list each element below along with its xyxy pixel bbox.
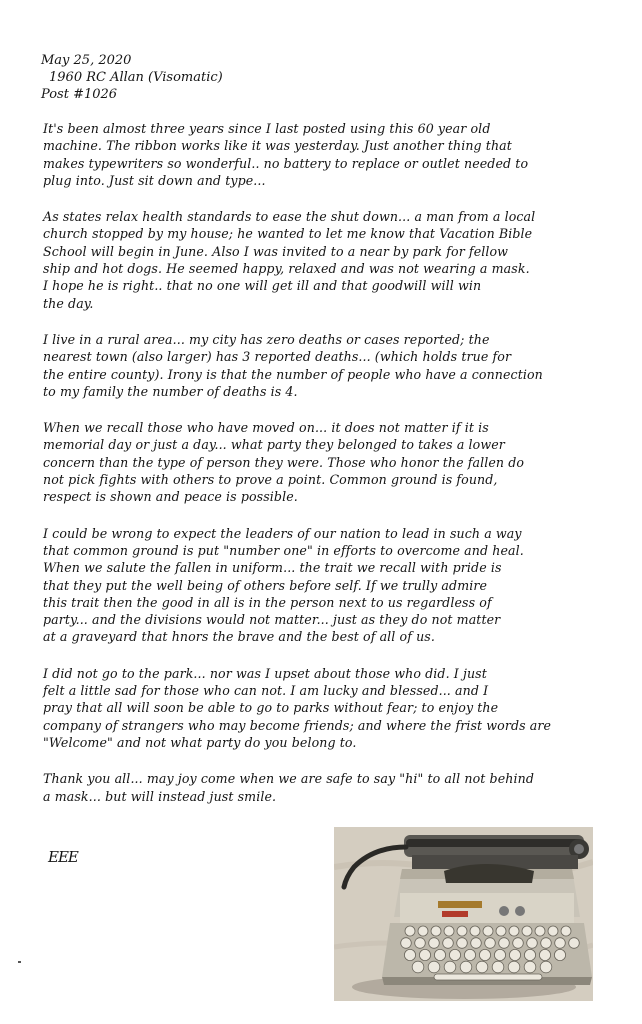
typewriter-photo (334, 827, 593, 1001)
typewriter-model: 1960 RC Allan (Visomatic) (49, 70, 223, 85)
paragraph-rural-area: I live in a rural area... my city has zero deaths or cases reported; the nearest town (also larger) has 3 reported deaths... (which holds true for the entire county). Irony is that the number of people who have a connection to my family the number of deaths is 4. (43, 331, 543, 399)
post-date: May 25, 2020 (41, 53, 132, 68)
typewriter-icon (334, 827, 593, 1001)
signature-initials: EEE (48, 848, 78, 866)
letter-body (43, 120, 603, 824)
scan-speck (18, 961, 21, 963)
paragraph-church-visit: As states relax health standards to ease the shut down... a man from a local church stopped by my house; he wanted to let me know that Vacation Bible School will begin in June. Also I was invited to a near by park for fellow ship and hot dogs. He seemed happy, relaxed and was not wearing a mask. I hope he is right.. that no one will get ill and that goodwill will win the day. (43, 209, 536, 311)
paragraph-common-ground: I could be wrong to expect the leaders of our nation to lead in such a way that common ground is put "number one" in efforts to overcome and heal. When we salute the fallen in uniform... the trait we recall with pride is that they put the well being of others before self. If we trully admire this trait then the good in all is in the person next to us regardless of party... and the divisions would not matter... just as they do not matter at a graveyard that hnors the brave and the best of all of us. (43, 525, 524, 645)
paragraph-thank-you: Thank you all... may joy come when we are safe to say "hi" to all not behind a mask... but will instead just smile. (43, 771, 534, 804)
post-number: Post #1026 (41, 87, 118, 102)
paragraph-park: I did not go to the park... nor was I upset about those who did. I just felt a little sad for those who can not. I am lucky and blessed... and I pray that all will soon be able to go to parks without fear; to enjoy the company of strangers who may become friends; and where the frist words are "Welcome" and not what party do you belong to. (43, 665, 552, 750)
paragraph-ribbon: It's been almost three years since I last posted using this 60 year old machine. The ribbon works like it was yesterday. Just another thing that makes typewriters so wonderful.. no battery to replace or outlet needed to plug into. Just sit down and type... (43, 121, 529, 188)
paragraph-memorial-day: When we recall those who have moved on... it does not matter if it is memorial day or just a day... what party they belonged to takes a lower concern than the type of person they were. Those who honor the fallen do not pick fights with others to prove a point. Common ground is found, respect is shown and peace is possible. (43, 420, 525, 505)
post-header (41, 52, 223, 103)
